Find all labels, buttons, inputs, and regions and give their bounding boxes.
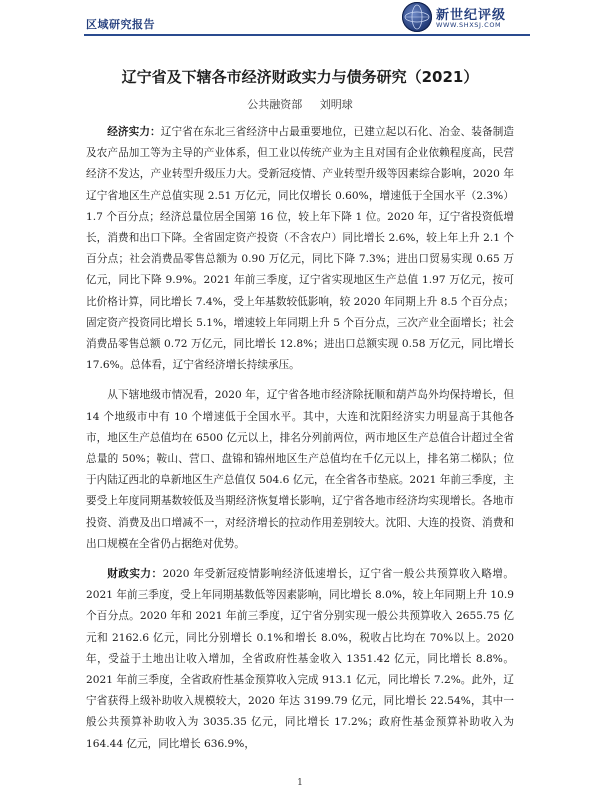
logo-url: WWW.SHXSJ.COM [436,21,502,29]
section-label: 区域研究报告 [86,18,155,31]
logo-name: 新世纪评级 [436,8,507,23]
header-divider [84,34,530,36]
author-department: 公共融资部 [247,98,303,111]
brand-logo [402,2,530,32]
paragraph-lead: 经济实力： [107,126,161,138]
paragraph-text: 从下辖地级市情况看，2020 年，辽宁省各地市经济除抚顺和葫芦岛外均保持增长，但 14 个地级市中有 10 个增速低于全国水平。其中，大连和沈阳经济实力明显高于其他各市，地区生产总值均在 6500 亿元以上，排名分列前两位，两市地区生产总值合计超过全省总量的 50%；鞍山、营口、盘锦和锦州地区生产总值均在千亿元以上，排名第二梯队；位于内陆辽西北的阜新地区生产总值仅 504.6 亿元，在全省各市垫底。2021 年前三季度，主要受上年度同期基数较低及当期经济恢复增长影响，辽宁省各地市经济均实现增长。各地市投资、消费及出口增减不一，对经济增长的拉动作用差别较大。沈阳、大连的投资、消费和出口规模在全省仍占据绝对优势。 [86,389,514,550]
paragraph-economic-strength [86,122,514,376]
paragraph-text: 辽宁省在东北三省经济中占最重要地位，已建立起以石化、冶金、装备制造及农产品加工等为主导的产业体系，但工业以传统产业为主且对国有企业依赖程度高，民营经济不发达，产业转型升级压力大。受新冠疫情、产业转型升级等因素综合影响，2020 年辽宁省地区生产总值实现 2.51 万亿元，同比仅增长 0.60%，增速低于全国水平（2.3%）1.7 个百分点；经济总量位居全国第 16 位，较上年下降 1 位。2020 年，辽宁省投资低增长，消费和出口下降。全省固定资产投资（不含农户）同比增长 2.6%，较上年上升 2.1 个百分点；社会消费品零售总额为 0.90 万亿元，同比下降 7.3%；进出口贸易实现 0.65 万亿元，同比下降 9.9%。2021 年前三季度，辽宁省实现地区生产总值 1.97 万亿元，按可比价格计算，同比增长 7.4%，受上年基数较低影响，较 2020 年同期上升 8.5 个百分点；固定资产投资同比增长 5.1%，增速较上年同期上升 5 个百分点，三次产业全面增长；社会消费品零售总额 0.72 万亿元，同比增长 12.8%；进出口总额实现 0.58 万亿元，同比增长 17.6%。总体看，辽宁省经济增长持续承压。 [86,126,515,372]
author-line [0,96,600,112]
page-header [0,0,600,40]
document-body [86,122,514,764]
paragraph-lead: 财政实力： [107,568,163,581]
paragraph-prefecture-cities [86,385,514,555]
document-title: 辽宁省及下辖各市经济财政实力与债务研究（2021） [121,68,479,86]
paragraph-fiscal-strength [86,564,514,755]
author-name: 刘明球 [319,98,353,111]
globe-icon [402,2,432,32]
paragraph-text: 2020 年受新冠疫情影响经济低速增长，辽宁省一般公共预算收入略增。2021 年前三季度，受上年同期基数低等因素影响，同比增长 8.0%，较上年同期上升 10.9 个百分点。2020 年和 2021 年前三季度，辽宁省分别实现一般公共预算收入 2655.75 亿元和 2162.6 亿元，同比分别增长 0.1%和增长 8.0%，税收占比均在 70%以上。2020 年，受益于土地出让收入增加，全省政府性基金收入 1351.42 亿元，同比增长 8.8%。2021 年前三季度，全省政府性基金预算收入完成 913.1 亿元，同比增长 7.2%。此外，辽宁省获得上级补助收入规模较大，2020 年达 3199.79 亿元，同比增长 22.54%，其中一般公共预算补助收入为 3035.35 亿元，同比增长 17.2%；政府性基金预算补助收入为 164.44 亿元，同比增长 636.9%， [86,568,515,750]
page-number: 1 [297,778,303,788]
